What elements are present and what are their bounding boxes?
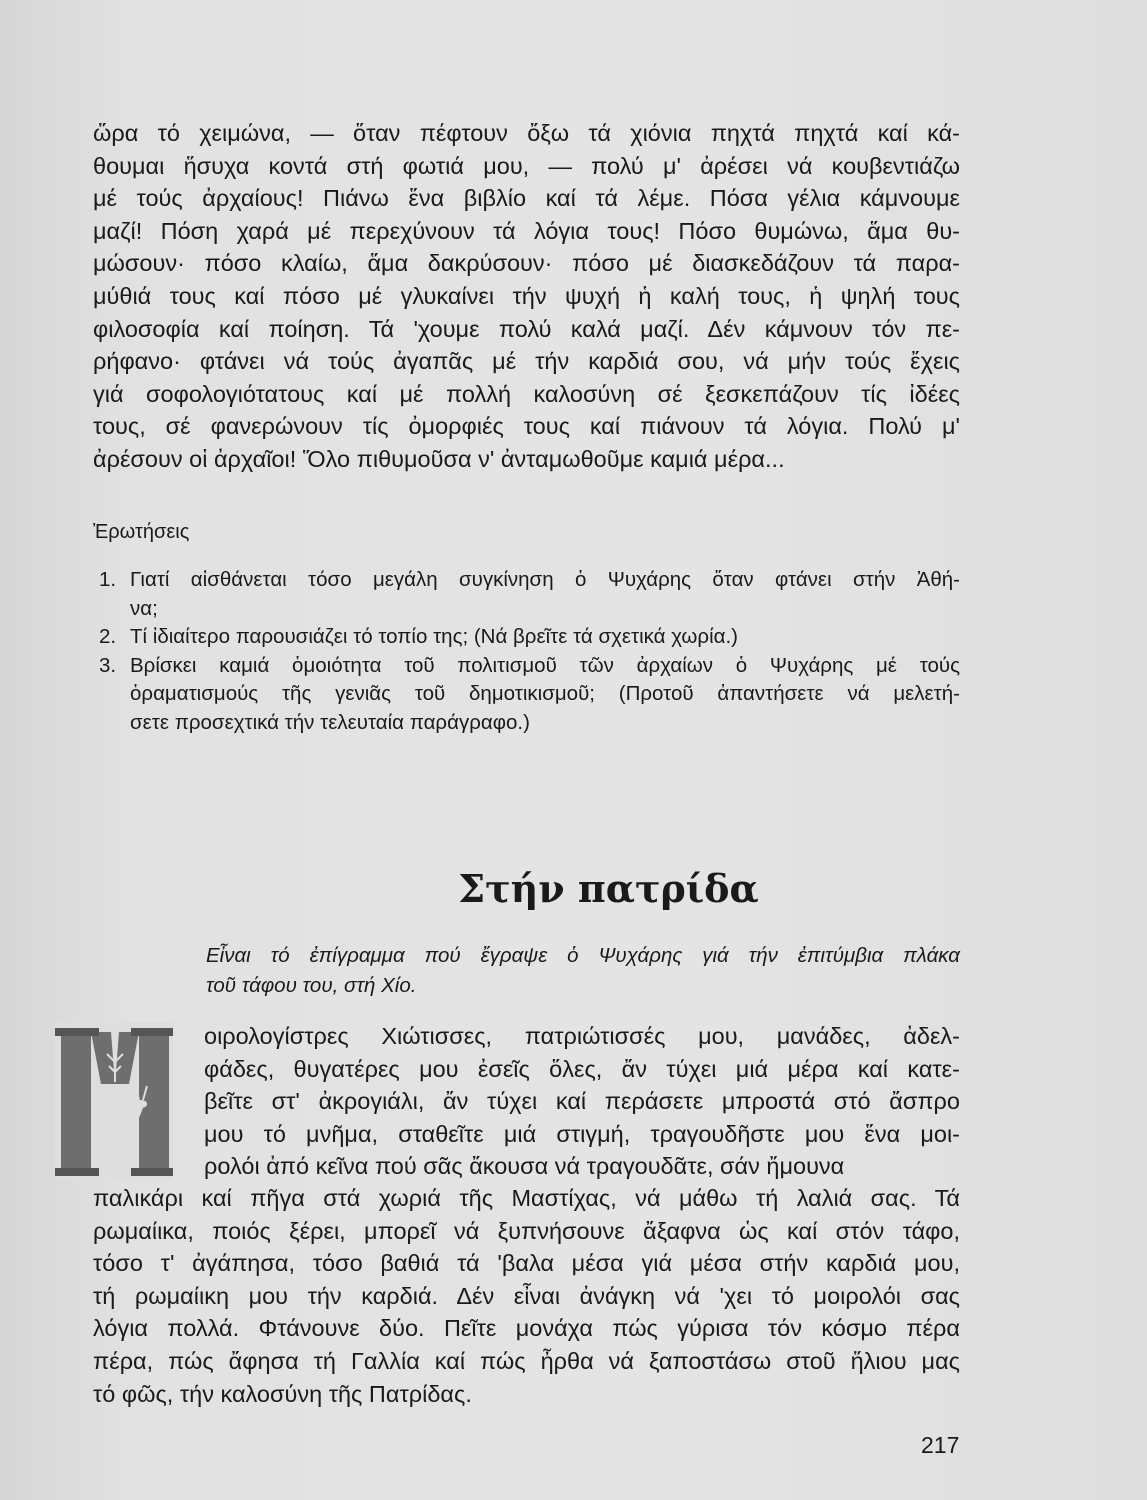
text-line: τους, σέ φανερώνουν τίς ὀμορφιές τους καί πιάνουν τά λόγια. Πολύ μ' — [93, 413, 960, 440]
text-line: μαζί! Πόση χαρά μέ περεχύνουν τά λόγια τους! Πόσο θυμώνω, ἅμα θυ- — [93, 217, 960, 244]
text-line: λόγια πολλά. Φτάνουνε δύο. Πεῖτε μονάχα πώς γύρισα τόν κόσμο πέρα — [93, 1315, 960, 1342]
drop-cap-m-deer-icon — [55, 1022, 173, 1179]
intro-passage — [93, 117, 960, 476]
question-number: 1. — [99, 568, 117, 591]
question-text-line: σετε προσεχτικά τήν τελευταία παράγραφο.) — [130, 710, 530, 734]
text-line: τοῦ τάφου του, στή Χίο. — [206, 974, 417, 997]
question-text-line: να; — [130, 596, 158, 620]
question-text-line: ὁραματισμούς τῆς γενιᾶς τοῦ δημοτικισμοῦ; (Προτοῦ ἀπαντήσετε νά μελετή- — [130, 682, 960, 706]
text-line: ἀρέσουν οἱ ἀρχαῖοι! Ὅλο πιθυμοῦσα ν' ἀνταμωθοῦμε καμιά μέρα... — [93, 445, 785, 472]
text-line: μου τό μνῆμα, σταθεῖτε μιά στιγμή, τραγουδῆστε μου ἕνα μοι- — [204, 1120, 960, 1147]
question-text-line: Τί ἰδιαίτερο παρουσιάζει τό τοπίο της; (Νά βρεῖτε τά σχετικά χωρία.) — [130, 625, 739, 649]
text-line: μύθιά τους καί πόσο μέ γλυκαίνει τήν ψυχή ἡ καλή τους, ἡ ψηλή τους — [93, 282, 960, 309]
text-line: φάδες, θυγατέρες μου ἐσεῖς ὅλες, ἄν τύχει μιά μέρα καί κατε- — [204, 1055, 960, 1082]
text-line: θουμαι ἥσυχα κοντά στή φωτιά μου, — πολύ μ' ἀρέσει νά κουβεντιάζω — [93, 152, 960, 179]
main-passage — [93, 1182, 960, 1410]
text-line: φιλοσοφία καί ποίηση. Τά 'χουμε πολύ καλά μαζί. Δέν κάμνουν τόν πε- — [93, 315, 960, 342]
question-number: 2. — [99, 625, 117, 649]
text-line: ὥρα τό χειμώνα, — ὅταν πέφτουν ὄξω τά χιόνια πηχτά πηχτά καί κά- — [93, 120, 960, 146]
question-text-line: Γιατί αἰσθάνεται τόσο μεγάλη συγκίνηση ὁ Ψυχάρης ὅταν φτάνει στήν Ἀθή- — [130, 568, 960, 591]
text-line: ρωμαίικα, ποιός ξέρει, μπορεῖ νά ξυπνήσουνε ἄξαφνα ὡς καί στόν τάφο, — [93, 1217, 960, 1244]
text-line: τό φῶς, τήν καλοσύνη τῆς Πατρίδας. — [93, 1380, 472, 1407]
text-line: οιρολογίστρες Χιώτισσες, πατριώτισσές μου, μανάδες, ἀδελ- — [204, 1023, 960, 1049]
question-number: 3. — [99, 653, 117, 677]
poem-title: Στήν πατρίδα — [458, 866, 759, 911]
text-line: τή ρωμαίικη μου τήν καρδιά. Δέν εἶναι ἀνάγκη νά 'χει τό μοιρολόι σας — [93, 1282, 960, 1309]
text-line: τόσο τ' ἀγάπησα, τόσο βαθιά τά 'βαλα μέσα γιά μέσα στήν καρδιά μου, — [93, 1250, 960, 1277]
text-line: Εἶναι τό ἐπίγραμμα πού ἔγραψε ὁ Ψυχάρης γιά τήν ἐπιτύμβια πλάκα — [206, 944, 960, 967]
text-line: ρολόι ἀπό κεῖνα πού σᾶς ἄκουσα νά τραγουδᾶτε, σάν ἤμουνα — [204, 1153, 845, 1180]
text-line: πέρα, πώς ἄφησα τή Γαλλία καί πώς ἦρθα νά ξαποστάσω στοῦ ἥλιου μας — [93, 1347, 960, 1374]
text-line: μέ τούς ἀρχαίους! Πιάνω ἕνα βιβλίο καί τά λέμε. Πόσα γέλια κάμνουμε — [93, 185, 960, 212]
question-text-line: Βρίσκει καμιά ὁμοιότητα τοῦ πολιτισμοῦ τῶν ἀρχαίων ὁ Ψυχάρης μέ τούς — [130, 653, 960, 677]
text-line: μώσουν· πόσο κλαίω, ἅμα δακρύσουν· πόσο μέ διασκεδάζουν τά παρα- — [93, 250, 960, 277]
epigraph — [206, 941, 960, 1001]
text-line: βεῖτε στ' ἀκρογιάλι, ἄν τύχει καί περάσετε μπροστά στό ἄσπρο — [204, 1088, 960, 1115]
text-line: γιά σοφολογιότατους καί μέ πολλή καλοσύνη σέ ξεσκεπάζουν τίς ἰδέες — [93, 380, 960, 407]
drop-cap-illuminated-letter — [55, 1022, 173, 1179]
page-number: 217 — [921, 1432, 960, 1458]
questions-list — [93, 566, 960, 738]
question-item — [93, 623, 960, 652]
questions-heading: Ἐρωτήσεις — [93, 521, 190, 543]
main-passage-indented — [204, 1020, 960, 1183]
text-line: παλικάρι καί πῆγα στά χωριά τῆς Μαστίχας, νά μάθω τή λαλιά σας. Τά — [93, 1185, 960, 1211]
text-line: ρήφανο· φτάνει νά τούς ἀγαπᾶς μέ τήν καρδιά σου, νά μήν τούς ἔχεις — [93, 348, 960, 375]
question-item — [93, 566, 960, 623]
question-item — [93, 652, 960, 738]
